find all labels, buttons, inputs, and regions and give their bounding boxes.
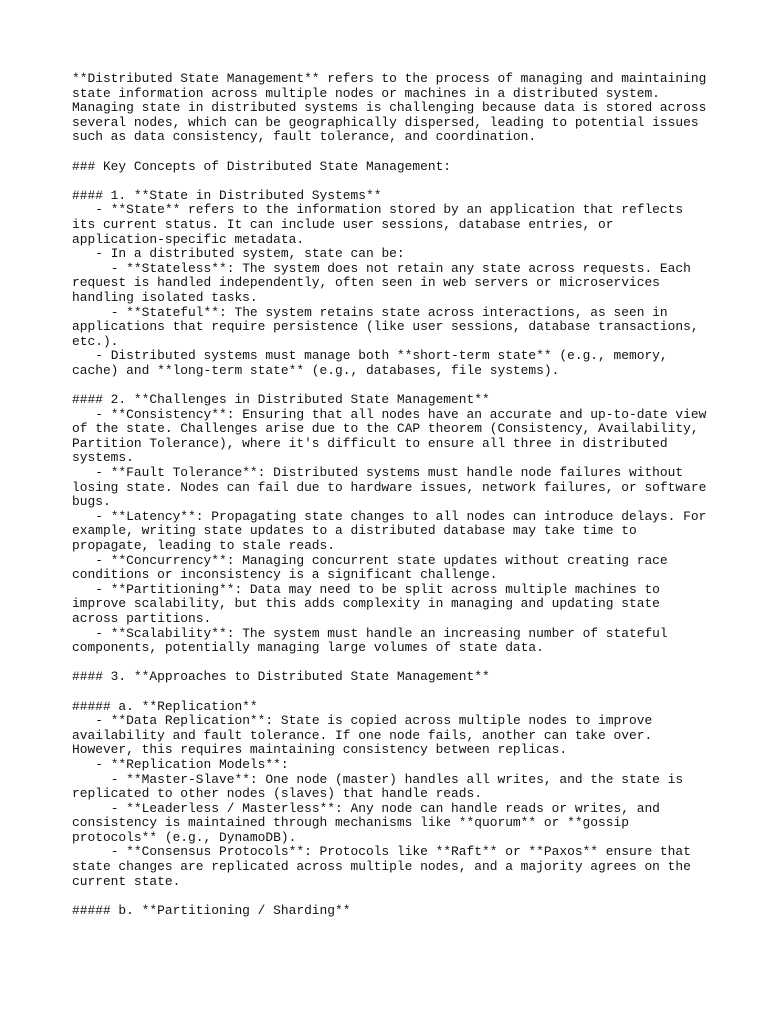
bullet-state-can-be: - In a distributed system, state can be: — [72, 246, 405, 262]
bullet-scalability: - **Scalability**: The system must handle an increasing number of stateful components, potentially managing large volumes of state data. — [72, 625, 676, 656]
spacer — [72, 656, 712, 671]
bullet-stateful: - **Stateful**: The system retains state across interactions, as seen in applications that require persistence (like user sessions, database transactions, etc.). — [72, 304, 707, 349]
heading-approaches: #### 3. **Approaches to Distributed State Management** — [72, 669, 490, 685]
bullet-partitioning: - **Partitioning**: Data may need to be split across multiple machines to improve scalability, but this adds complexity in managing and updating state across partitions. — [72, 581, 668, 626]
bullet-fault-tolerance: - **Fault Tolerance**: Distributed systems must handle node failures without losing state. Nodes can fail due to hardware issues, network failures, or software bugs. — [72, 465, 715, 510]
bullet-leaderless: - **Leaderless / Masterless**: Any node can handle reads or writes, and consistency is maintained through mechanisms like **quorum** or **gossip protocols** (e.g., DynamoDB). — [72, 800, 668, 845]
bullet-data-replication: - **Data Replication**: State is copied across multiple nodes to improve availability and fault tolerance. If one node fails, another can take over. However, this requires maintaining consistency between replicas. — [72, 713, 660, 758]
bullet-master-slave: - **Master-Slave**: One node (master) handles all writes, and the state is replicated to other nodes (slaves) that handle reads. — [72, 771, 691, 802]
spacer — [72, 145, 712, 160]
spacer — [72, 889, 712, 904]
spacer — [72, 378, 712, 393]
heading-state-in-distributed-systems: #### 1. **State in Distributed Systems** — [72, 187, 382, 203]
heading-partitioning-sharding: ##### b. **Partitioning / Sharding** — [72, 902, 351, 918]
bullet-consistency: - **Consistency**: Ensuring that all nodes have an accurate and up-to-date view of the state. Challenges arise due to the CAP theorem (Consistency, Availability, Partition Tolerance), where it's difficult to ensure all three in distributed systems. — [72, 406, 715, 466]
spacer — [72, 685, 712, 700]
intro-paragraph: **Distributed State Management** refers to the process of managing and maintaining state information across multiple nodes or machines in a distributed system. Managing state in distributed systems is challenging because data is stored across several nodes, which can be geographically dispersed, leading to potential issues such as data consistency, fault tolerance, and coordination. — [72, 71, 715, 145]
heading-challenges: #### 2. **Challenges in Distributed State Management** — [72, 392, 490, 408]
bullet-replication-models: - **Replication Models**: — [72, 756, 289, 772]
bullet-concurrency: - **Concurrency**: Managing concurrent state updates without creating race conditions or inconsistency is a significant challenge. — [72, 552, 676, 583]
bullet-consensus-protocols: - **Consensus Protocols**: Protocols like **Raft** or **Paxos** ensure that state changes are replicated across multiple nodes, and a majority agrees on the current state. — [72, 844, 699, 889]
spacer — [72, 174, 712, 189]
heading-replication: ##### a. **Replication** — [72, 698, 258, 714]
bullet-short-long-term-state: - Distributed systems must manage both **short-term state** (e.g., memory, cache) and **long-term state** (e.g., databases, file systems). — [72, 348, 676, 378]
bullet-state-definition: - **State** refers to the information stored by an application that reflects its current status. It can include user sessions, database entries, or application-specific metadata. — [72, 202, 691, 247]
heading-key-concepts: ### Key Concepts of Distributed State Management: — [72, 158, 452, 174]
bullet-stateless: - **Stateless**: The system does not retain any state across requests. Each request is handled independently, often seen in web servers or microservices handling isolated tasks. — [72, 260, 699, 305]
document-page — [72, 71, 715, 918]
bullet-latency: - **Latency**: Propagating state changes to all nodes can introduce delays. For example, writing state updates to a distributed database may take time to propagate, leading to stale reads. — [72, 508, 715, 553]
